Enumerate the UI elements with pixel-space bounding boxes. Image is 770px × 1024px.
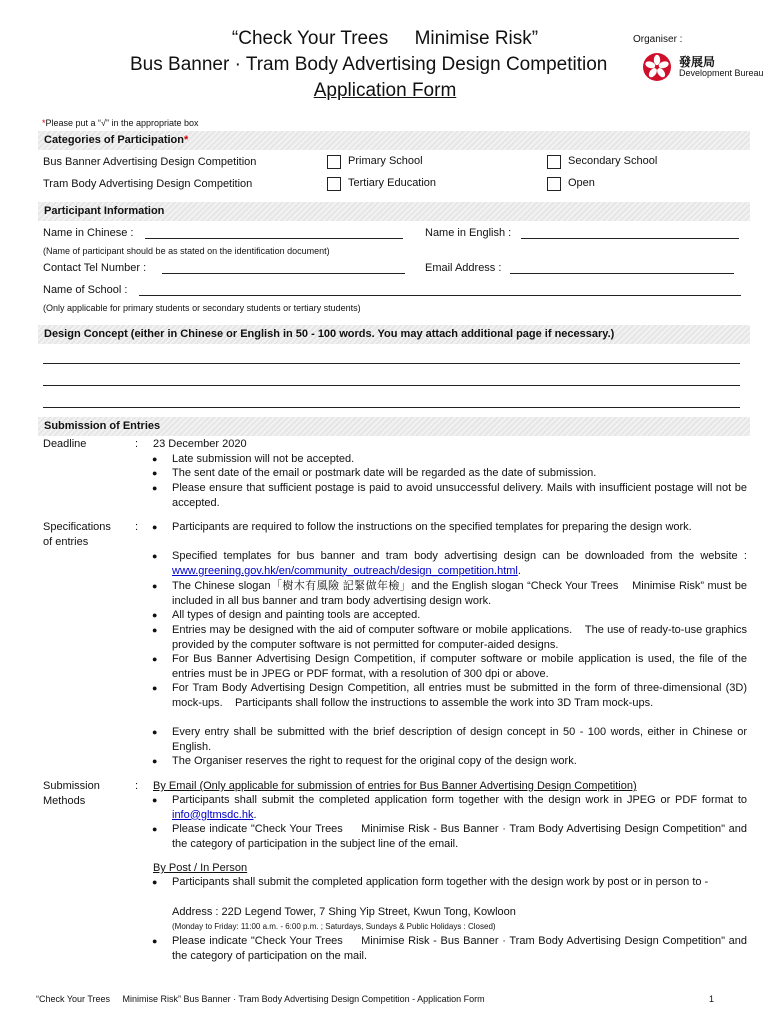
- list-item: ● Please indicate "Check Your Trees Minimise Risk - Bus Banner · Tram Body Advertising Design Competition" and the category of participation in the subject line of the email.: [152, 823, 751, 850]
- submission-methods-label: Submission Methods: [43, 780, 100, 807]
- contact-tel-field[interactable]: [162, 273, 405, 274]
- tram-body-category-label: Tram Body Advertising Design Competition: [43, 178, 253, 190]
- school-name-label: Name of School :: [43, 284, 128, 296]
- instruction-note: *Please put a “√” in the appropriate box: [42, 118, 199, 128]
- specifications-label: Specifications of entries: [43, 521, 111, 548]
- school-name-field[interactable]: [139, 295, 741, 296]
- specifications-colon: :: [135, 521, 139, 533]
- tertiary-education-checkbox[interactable]: [327, 177, 341, 191]
- list-item: ● For Bus Banner Advertising Design Competition, if computer software or mobile application is used, the file of the entries must be in JPEG or PDF format, with a resolution of 300 dpi or above.: [152, 653, 747, 680]
- design-concept-line[interactable]: [43, 407, 740, 408]
- page-title: Application Form: [313, 80, 457, 101]
- name-note: (Name of participant should be as stated on the identification document): [43, 246, 330, 256]
- list-item: ● The Chinese slogan「樹木有風險 記緊做年檢」and the English slogan “Check Your Trees Minimise Risk” must be included in all bus banner and tram body advertising design work.: [152, 580, 751, 607]
- list-item: ● Specified templates for bus banner and tram body advertising design can be downloaded from the website : www.greening.gov.hk/en/community_outreach/design_competition.html.: [152, 550, 747, 577]
- hk-bauhinia-logo-icon: [642, 52, 672, 82]
- secondary-school-checkbox[interactable]: [547, 155, 561, 169]
- bus-banner-category-label: Bus Banner Advertising Design Competition: [43, 156, 257, 168]
- title-competition: Bus Banner · Tram Body Advertising Design Competition: [130, 54, 608, 75]
- list-item: ● Participants shall submit the completed application form together with the design work in JPEG or PDF format to info@gltmsdc.hk.: [152, 794, 747, 821]
- submission-methods-colon: :: [135, 780, 139, 792]
- contact-tel-label: Contact Tel Number :: [43, 262, 147, 274]
- email-address-field[interactable]: [510, 273, 734, 274]
- list-item: ● Participants are required to follow the instructions on the specified templates for preparing the design work.: [152, 521, 692, 533]
- primary-school-label: Primary School: [348, 155, 423, 167]
- name-chinese-label: Name in Chinese :: [43, 227, 134, 239]
- office-hours: (Monday to Friday: 11:00 a.m. - 6:00 p.m. ; Saturdays, Sundays & Public Holidays : Closed): [172, 922, 496, 931]
- school-note: (Only applicable for primary students or secondary students or tertiary students): [43, 303, 361, 313]
- deadline-colon: :: [135, 438, 139, 450]
- postal-address: Address : 22D Legend Tower, 7 Shing Yip Street, Kwun Tong, Kowloon: [172, 906, 516, 918]
- deadline-date: 23 December 2020: [153, 438, 247, 450]
- email-address-label: Email Address :: [425, 262, 502, 274]
- name-chinese-field[interactable]: [145, 238, 403, 239]
- page-number: 1: [709, 994, 715, 1004]
- list-item: ● Late submission will not be accepted.: [152, 453, 355, 465]
- organiser-label: Organiser :: [633, 34, 683, 45]
- design-concept-line[interactable]: [43, 385, 740, 386]
- templates-link[interactable]: www.greening.gov.hk/en/community_outreach/design_competition.html: [172, 564, 518, 577]
- participant-info-heading: Participant Information: [38, 202, 750, 221]
- organiser-name-english: Development Bureau: [679, 68, 764, 78]
- contact-email-link[interactable]: info@gltmsdc.hk: [172, 808, 254, 821]
- list-item: ● The sent date of the email or postmark date will be regarded as the date of submission.: [152, 467, 597, 479]
- by-post-heading: By Post / In Person: [153, 862, 248, 874]
- open-category-label: Open: [568, 177, 595, 189]
- secondary-school-label: Secondary School: [568, 155, 658, 167]
- list-item: ● Participants shall submit the completed application form together with the design work by post or in person to -: [152, 876, 709, 888]
- list-item: ● All types of design and painting tools are accepted.: [152, 609, 421, 621]
- name-english-label: Name in English :: [425, 227, 512, 239]
- list-item: ● For Tram Body Advertising Design Competition, all entries must be submitted in the form of three-dimensional (3D) mock-ups. Participants shall follow the instructions to assemble the work into 3D Tram mock-ups.: [152, 682, 751, 709]
- list-item: ● Please indicate "Check Your Trees Minimise Risk - Bus Banner · Tram Body Advertising Design Competition" and the category of participation on the mail.: [152, 935, 751, 962]
- design-concept-heading: Design Concept (either in Chinese or English in 50 - 100 words. You may attach additional page if necessary.): [38, 325, 750, 344]
- title-slogan: “Check Your Trees Minimise Risk”: [231, 28, 539, 49]
- deadline-label: Deadline: [43, 438, 87, 450]
- list-item: ● Every entry shall be submitted with the brief description of design concept in 50 - 100 words, either in Chinese or English.: [152, 726, 747, 753]
- list-item: ● Entries may be designed with the aid of computer software or mobile applications. The use of ready-to-use graphics provided by the computer software is not permitted for computer-aided designs.: [152, 624, 751, 651]
- open-category-checkbox[interactable]: [547, 177, 561, 191]
- primary-school-checkbox[interactable]: [327, 155, 341, 169]
- name-english-field[interactable]: [521, 238, 739, 239]
- organiser-name-chinese: 發展局: [679, 55, 716, 69]
- list-item: ● The Organiser reserves the right to request for the original copy of the design work.: [152, 755, 577, 767]
- categories-heading: Categories of Participation*: [38, 131, 750, 150]
- tertiary-education-label: Tertiary Education: [348, 177, 437, 189]
- design-concept-line[interactable]: [43, 363, 740, 364]
- submission-heading: Submission of Entries: [38, 417, 750, 436]
- list-item: ● Please ensure that sufficient postage is paid to avoid unsuccessful delivery. Mails with insufficient postage will not be accepted.: [152, 482, 747, 509]
- page-footer: “Check Your Trees Minimise Risk” Bus Banner · Tram Body Advertising Design Competition - Application Form: [36, 994, 485, 1004]
- by-email-heading: By Email (Only applicable for submission of entries for Bus Banner Advertising Design Competition): [153, 780, 637, 792]
